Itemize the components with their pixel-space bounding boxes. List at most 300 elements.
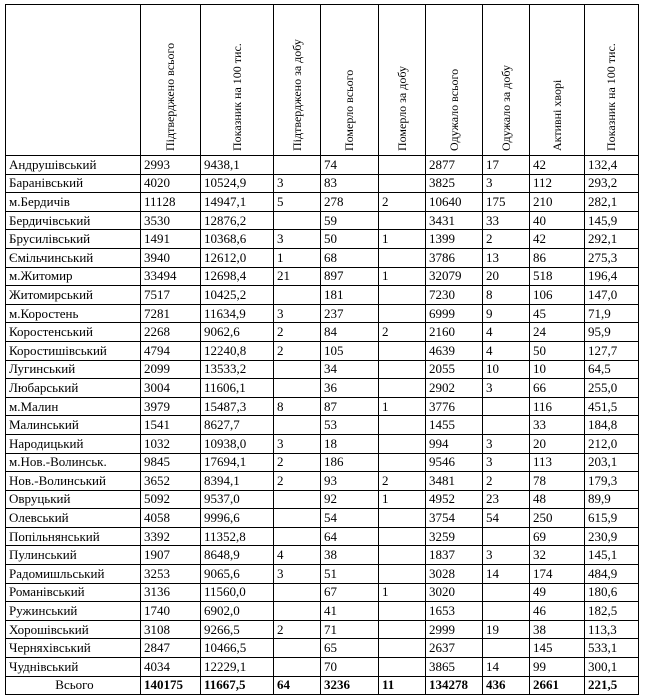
cell-recovered-daily: 14 xyxy=(483,565,530,584)
cell-confirmed-total: 1907 xyxy=(141,546,201,565)
cell-recovered-daily xyxy=(483,639,530,658)
cell-recovered-daily xyxy=(483,583,530,602)
cell-district-name: Хорошівський xyxy=(6,620,141,639)
cell-active-rate-per-100k: 292,1 xyxy=(585,230,639,249)
cell-deaths-total: 54 xyxy=(321,509,379,528)
cell-confirmed-daily: 2 xyxy=(274,453,321,472)
cell-recovered-daily xyxy=(483,602,530,621)
cell-recovered-daily: 2 xyxy=(483,472,530,491)
cell-confirmed-total: 1491 xyxy=(141,230,201,249)
cell-confirmed-total: 140175 xyxy=(141,676,201,695)
cell-active-cases: 32 xyxy=(530,546,585,565)
cell-deaths-total: 237 xyxy=(321,304,379,323)
cell-active-rate-per-100k: 282,1 xyxy=(585,193,639,212)
cell-deaths-daily xyxy=(379,546,426,565)
cell-deaths-total: 278 xyxy=(321,193,379,212)
cell-deaths-total: 68 xyxy=(321,248,379,267)
cell-deaths-total: 67 xyxy=(321,583,379,602)
cell-confirmed-daily xyxy=(274,379,321,398)
cell-active-rate-per-100k: 212,0 xyxy=(585,434,639,453)
cell-active-cases: 33 xyxy=(530,416,585,435)
cell-deaths-total: 3236 xyxy=(321,676,379,695)
cell-active-cases: 20 xyxy=(530,434,585,453)
cell-deaths-total: 64 xyxy=(321,527,379,546)
cell-recovered-daily: 23 xyxy=(483,490,530,509)
cell-recovered-daily xyxy=(483,397,530,416)
table-row xyxy=(6,527,639,546)
cell-deaths-daily xyxy=(379,602,426,621)
cell-deaths-daily: 1 xyxy=(379,490,426,509)
cell-rate-per-100k: 10938,0 xyxy=(201,434,274,453)
cell-active-rate-per-100k: 179,3 xyxy=(585,472,639,491)
cell-rate-per-100k: 11634,9 xyxy=(201,304,274,323)
cell-district-name: Нов.-Волинський xyxy=(6,472,141,491)
cell-district-name: Андрушівський xyxy=(6,156,141,175)
cell-recovered-daily: 3 xyxy=(483,546,530,565)
cell-recovered-total: 1399 xyxy=(426,230,483,249)
cell-deaths-daily xyxy=(379,156,426,175)
cell-confirmed-total: 3136 xyxy=(141,583,201,602)
cell-deaths-daily xyxy=(379,211,426,230)
cell-recovered-total: 3776 xyxy=(426,397,483,416)
cell-active-cases: 99 xyxy=(530,658,585,677)
cell-confirmed-daily xyxy=(274,527,321,546)
cell-confirmed-daily: 64 xyxy=(274,676,321,695)
cell-deaths-total: 105 xyxy=(321,341,379,360)
cell-rate-per-100k: 9996,6 xyxy=(201,509,274,528)
cell-active-rate-per-100k: 147,0 xyxy=(585,286,639,305)
cell-confirmed-total: 4058 xyxy=(141,509,201,528)
cell-district-name: Чуднівський xyxy=(6,658,141,677)
cell-active-rate-per-100k: 184,8 xyxy=(585,416,639,435)
cell-deaths-total: 93 xyxy=(321,472,379,491)
cell-deaths-total: 84 xyxy=(321,323,379,342)
cell-deaths-daily: 11 xyxy=(379,676,426,695)
cell-confirmed-daily xyxy=(274,509,321,528)
cell-deaths-daily xyxy=(379,286,426,305)
cell-deaths-total: 87 xyxy=(321,397,379,416)
cell-recovered-daily: 3 xyxy=(483,174,530,193)
cell-recovered-daily xyxy=(483,416,530,435)
cell-recovered-total: 4639 xyxy=(426,341,483,360)
cell-district-name: Любарський xyxy=(6,379,141,398)
cell-deaths-total: 83 xyxy=(321,174,379,193)
cell-confirmed-total: 11128 xyxy=(141,193,201,212)
cell-recovered-total: 2877 xyxy=(426,156,483,175)
header-confirmed-total xyxy=(141,5,201,156)
table-row xyxy=(6,379,639,398)
cell-active-rate-per-100k: 89,9 xyxy=(585,490,639,509)
cell-active-rate-per-100k: 113,3 xyxy=(585,620,639,639)
cell-active-rate-per-100k: 255,0 xyxy=(585,379,639,398)
header-recovered-total xyxy=(426,5,483,156)
cell-confirmed-total: 1541 xyxy=(141,416,201,435)
table-row xyxy=(6,602,639,621)
cell-active-rate-per-100k: 64,5 xyxy=(585,360,639,379)
table-row xyxy=(6,230,639,249)
cell-recovered-total: 1653 xyxy=(426,602,483,621)
cell-active-rate-per-100k: 293,2 xyxy=(585,174,639,193)
cell-active-rate-per-100k: 533,1 xyxy=(585,639,639,658)
cell-active-cases: 518 xyxy=(530,267,585,286)
cell-deaths-total: 92 xyxy=(321,490,379,509)
cell-deaths-daily xyxy=(379,509,426,528)
cell-district-name: м.Житомир xyxy=(6,267,141,286)
cell-deaths-daily xyxy=(379,639,426,658)
cell-active-cases: 24 xyxy=(530,323,585,342)
cell-deaths-daily: 1 xyxy=(379,583,426,602)
header-deaths-total xyxy=(321,5,379,156)
cell-confirmed-total: 2993 xyxy=(141,156,201,175)
cell-confirmed-daily: 2 xyxy=(274,323,321,342)
cell-recovered-total: 3865 xyxy=(426,658,483,677)
cell-confirmed-daily xyxy=(274,490,321,509)
cell-confirmed-daily: 3 xyxy=(274,304,321,323)
header-label: Померло за добу xyxy=(394,65,409,151)
cell-active-cases: 145 xyxy=(530,639,585,658)
header-confirmed-daily xyxy=(274,5,321,156)
cell-active-cases: 78 xyxy=(530,472,585,491)
cell-confirmed-daily xyxy=(274,360,321,379)
cell-recovered-total: 3259 xyxy=(426,527,483,546)
cell-active-rate-per-100k: 180,6 xyxy=(585,583,639,602)
cell-active-rate-per-100k: 230,9 xyxy=(585,527,639,546)
cell-rate-per-100k: 12698,4 xyxy=(201,267,274,286)
header-label: Показник на 100 тис. xyxy=(604,43,618,151)
cell-recovered-total: 6999 xyxy=(426,304,483,323)
cell-deaths-total: 18 xyxy=(321,434,379,453)
cell-confirmed-total: 3530 xyxy=(141,211,201,230)
table-row xyxy=(6,583,639,602)
cell-recovered-total: 3825 xyxy=(426,174,483,193)
cell-deaths-total: 74 xyxy=(321,156,379,175)
cell-deaths-daily xyxy=(379,360,426,379)
cell-recovered-total: 2160 xyxy=(426,323,483,342)
table-row xyxy=(6,397,639,416)
cell-active-rate-per-100k: 145,9 xyxy=(585,211,639,230)
cell-confirmed-daily: 1 xyxy=(274,248,321,267)
table-row xyxy=(6,360,639,379)
cell-active-cases: 106 xyxy=(530,286,585,305)
cell-confirmed-total: 4020 xyxy=(141,174,201,193)
cell-district-name: м.Бердичів xyxy=(6,193,141,212)
cell-rate-per-100k: 9537,0 xyxy=(201,490,274,509)
cell-recovered-total: 3754 xyxy=(426,509,483,528)
cell-active-cases: 10 xyxy=(530,360,585,379)
cell-active-cases: 2661 xyxy=(530,676,585,695)
cell-district-name: Романівський xyxy=(6,583,141,602)
table-row xyxy=(6,211,639,230)
cell-active-cases: 86 xyxy=(530,248,585,267)
cell-recovered-total: 10640 xyxy=(426,193,483,212)
cell-active-cases: 66 xyxy=(530,379,585,398)
cell-confirmed-daily: 3 xyxy=(274,434,321,453)
cell-active-cases: 112 xyxy=(530,174,585,193)
covid-statistics-table xyxy=(5,4,639,695)
cell-recovered-daily: 54 xyxy=(483,509,530,528)
cell-confirmed-total: 3004 xyxy=(141,379,201,398)
cell-district-name: Черняхівський xyxy=(6,639,141,658)
table-row xyxy=(6,286,639,305)
cell-deaths-total: 186 xyxy=(321,453,379,472)
cell-active-cases: 40 xyxy=(530,211,585,230)
cell-active-rate-per-100k: 275,3 xyxy=(585,248,639,267)
cell-active-cases: 50 xyxy=(530,341,585,360)
cell-rate-per-100k: 17694,1 xyxy=(201,453,274,472)
cell-confirmed-daily: 4 xyxy=(274,546,321,565)
cell-district-name: Лугинський xyxy=(6,360,141,379)
cell-recovered-daily: 4 xyxy=(483,341,530,360)
cell-active-cases: 250 xyxy=(530,509,585,528)
cell-confirmed-total: 2268 xyxy=(141,323,201,342)
cell-deaths-total: 181 xyxy=(321,286,379,305)
cell-active-rate-per-100k: 95,9 xyxy=(585,323,639,342)
cell-recovered-daily: 13 xyxy=(483,248,530,267)
cell-rate-per-100k: 12240,8 xyxy=(201,341,274,360)
cell-confirmed-total: 5092 xyxy=(141,490,201,509)
cell-district-name: Ємільчинський xyxy=(6,248,141,267)
cell-deaths-total: 70 xyxy=(321,658,379,677)
cell-recovered-daily: 14 xyxy=(483,658,530,677)
cell-rate-per-100k: 10368,6 xyxy=(201,230,274,249)
header-active-cases xyxy=(530,5,585,156)
cell-rate-per-100k: 14947,1 xyxy=(201,193,274,212)
header-recovered-daily xyxy=(483,5,530,156)
cell-confirmed-daily: 3 xyxy=(274,230,321,249)
cell-recovered-total: 3786 xyxy=(426,248,483,267)
cell-rate-per-100k: 11667,5 xyxy=(201,676,274,695)
cell-deaths-total: 71 xyxy=(321,620,379,639)
table-row xyxy=(6,193,639,212)
cell-confirmed-daily xyxy=(274,156,321,175)
cell-recovered-total: 3431 xyxy=(426,211,483,230)
table-row xyxy=(6,323,639,342)
header-label: Одужало всього xyxy=(446,68,461,151)
cell-recovered-daily: 3 xyxy=(483,434,530,453)
cell-recovered-daily: 175 xyxy=(483,193,530,212)
cell-recovered-daily: 3 xyxy=(483,379,530,398)
table-row xyxy=(6,453,639,472)
header-label: Показник на 100 тис. xyxy=(229,43,244,151)
cell-active-cases: 46 xyxy=(530,602,585,621)
cell-active-rate-per-100k: 132,4 xyxy=(585,156,639,175)
cell-deaths-total: 34 xyxy=(321,360,379,379)
cell-confirmed-total: 3979 xyxy=(141,397,201,416)
cell-active-rate-per-100k: 615,9 xyxy=(585,509,639,528)
table-row xyxy=(6,658,639,677)
cell-rate-per-100k: 15487,3 xyxy=(201,397,274,416)
cell-confirmed-daily xyxy=(274,602,321,621)
cell-recovered-daily: 2 xyxy=(483,230,530,249)
cell-recovered-total: 3481 xyxy=(426,472,483,491)
cell-recovered-total: 2999 xyxy=(426,620,483,639)
cell-active-cases: 48 xyxy=(530,490,585,509)
cell-active-cases: 210 xyxy=(530,193,585,212)
cell-rate-per-100k: 9065,6 xyxy=(201,565,274,584)
cell-recovered-total: 994 xyxy=(426,434,483,453)
cell-active-rate-per-100k: 203,1 xyxy=(585,453,639,472)
cell-deaths-total: 50 xyxy=(321,230,379,249)
cell-recovered-daily: 20 xyxy=(483,267,530,286)
cell-confirmed-daily xyxy=(274,583,321,602)
cell-deaths-daily: 1 xyxy=(379,267,426,286)
cell-deaths-daily: 2 xyxy=(379,323,426,342)
cell-active-rate-per-100k: 300,1 xyxy=(585,658,639,677)
cell-district-name: Овруцький xyxy=(6,490,141,509)
cell-active-rate-per-100k: 196,4 xyxy=(585,267,639,286)
cell-deaths-daily xyxy=(379,248,426,267)
cell-active-cases: 113 xyxy=(530,453,585,472)
cell-district-name: Коростенський xyxy=(6,323,141,342)
cell-rate-per-100k: 13533,2 xyxy=(201,360,274,379)
cell-active-rate-per-100k: 451,5 xyxy=(585,397,639,416)
cell-deaths-total: 59 xyxy=(321,211,379,230)
cell-deaths-total: 897 xyxy=(321,267,379,286)
cell-confirmed-daily xyxy=(274,639,321,658)
cell-deaths-daily xyxy=(379,620,426,639)
cell-deaths-daily xyxy=(379,527,426,546)
cell-district-name: Коростишівський xyxy=(6,341,141,360)
cell-district-name: Пулинський xyxy=(6,546,141,565)
cell-active-rate-per-100k: 127,7 xyxy=(585,341,639,360)
cell-confirmed-daily: 2 xyxy=(274,341,321,360)
cell-rate-per-100k: 8648,9 xyxy=(201,546,274,565)
cell-district-name: Баранівський xyxy=(6,174,141,193)
cell-deaths-daily xyxy=(379,341,426,360)
table-row xyxy=(6,267,639,286)
cell-confirmed-total: 2847 xyxy=(141,639,201,658)
cell-deaths-daily xyxy=(379,565,426,584)
table-row xyxy=(6,174,639,193)
table-row xyxy=(6,304,639,323)
cell-recovered-daily: 4 xyxy=(483,323,530,342)
cell-recovered-total: 1455 xyxy=(426,416,483,435)
table-row xyxy=(6,620,639,639)
cell-confirmed-total: 3108 xyxy=(141,620,201,639)
cell-recovered-daily: 3 xyxy=(483,453,530,472)
cell-district-name: Малинський xyxy=(6,416,141,435)
cell-active-cases: 116 xyxy=(530,397,585,416)
cell-confirmed-total: 1740 xyxy=(141,602,201,621)
cell-rate-per-100k: 11352,8 xyxy=(201,527,274,546)
cell-confirmed-daily xyxy=(274,416,321,435)
cell-deaths-daily xyxy=(379,416,426,435)
cell-active-cases: 174 xyxy=(530,565,585,584)
cell-confirmed-daily xyxy=(274,286,321,305)
cell-district-name: Народицький xyxy=(6,434,141,453)
header-label: Померло всього xyxy=(342,69,356,151)
cell-rate-per-100k: 12612,0 xyxy=(201,248,274,267)
cell-rate-per-100k: 12229,1 xyxy=(201,658,274,677)
cell-active-cases: 42 xyxy=(530,156,585,175)
cell-active-cases: 45 xyxy=(530,304,585,323)
cell-rate-per-100k: 9266,5 xyxy=(201,620,274,639)
cell-deaths-daily: 1 xyxy=(379,397,426,416)
cell-district-name: Всього xyxy=(6,676,141,695)
cell-confirmed-daily: 21 xyxy=(274,267,321,286)
cell-active-rate-per-100k: 221,5 xyxy=(585,676,639,695)
cell-recovered-total: 1837 xyxy=(426,546,483,565)
table-row xyxy=(6,341,639,360)
table-header xyxy=(6,5,639,156)
cell-recovered-daily: 19 xyxy=(483,620,530,639)
cell-confirmed-total: 2099 xyxy=(141,360,201,379)
cell-rate-per-100k: 8394,1 xyxy=(201,472,274,491)
cell-deaths-daily xyxy=(379,453,426,472)
cell-active-rate-per-100k: 145,1 xyxy=(585,546,639,565)
cell-deaths-total: 38 xyxy=(321,546,379,565)
cell-recovered-daily: 33 xyxy=(483,211,530,230)
cell-recovered-total: 32079 xyxy=(426,267,483,286)
table-row xyxy=(6,156,639,175)
header-row xyxy=(6,5,639,156)
cell-rate-per-100k: 11560,0 xyxy=(201,583,274,602)
cell-confirmed-total: 3940 xyxy=(141,248,201,267)
table-row xyxy=(6,639,639,658)
header-active-rate-per-100k xyxy=(585,5,639,156)
header-label: Одужало за добу xyxy=(498,65,513,151)
cell-confirmed-total: 4794 xyxy=(141,341,201,360)
cell-confirmed-daily: 8 xyxy=(274,397,321,416)
table-row xyxy=(6,416,639,435)
cell-deaths-daily: 2 xyxy=(379,193,426,212)
table-body xyxy=(6,156,639,695)
cell-recovered-total: 9546 xyxy=(426,453,483,472)
cell-recovered-total: 3020 xyxy=(426,583,483,602)
table-row xyxy=(6,434,639,453)
cell-active-cases: 38 xyxy=(530,620,585,639)
table-row xyxy=(6,472,639,491)
cell-confirmed-total: 3392 xyxy=(141,527,201,546)
cell-recovered-daily: 9 xyxy=(483,304,530,323)
cell-district-name: м.Малин xyxy=(6,397,141,416)
cell-active-cases: 69 xyxy=(530,527,585,546)
cell-district-name: Попільнянський xyxy=(6,527,141,546)
total-row xyxy=(6,676,639,695)
cell-confirmed-total: 4034 xyxy=(141,658,201,677)
table-row xyxy=(6,248,639,267)
cell-rate-per-100k: 10425,2 xyxy=(201,286,274,305)
cell-confirmed-daily: 3 xyxy=(274,174,321,193)
cell-recovered-total: 3028 xyxy=(426,565,483,584)
cell-recovered-daily: 17 xyxy=(483,156,530,175)
cell-rate-per-100k: 6902,0 xyxy=(201,602,274,621)
cell-district-name: Ружинський xyxy=(6,602,141,621)
cell-rate-per-100k: 11606,1 xyxy=(201,379,274,398)
cell-district-name: Житомирський xyxy=(6,286,141,305)
cell-recovered-total: 2902 xyxy=(426,379,483,398)
cell-district-name: Бердичівський xyxy=(6,211,141,230)
cell-deaths-daily xyxy=(379,658,426,677)
cell-district-name: м.Нов.-Волинськ. xyxy=(6,453,141,472)
cell-deaths-daily xyxy=(379,379,426,398)
cell-rate-per-100k: 8627,7 xyxy=(201,416,274,435)
cell-rate-per-100k: 12876,2 xyxy=(201,211,274,230)
cell-deaths-total: 36 xyxy=(321,379,379,398)
cell-deaths-total: 51 xyxy=(321,565,379,584)
cell-recovered-daily xyxy=(483,527,530,546)
table-row xyxy=(6,546,639,565)
header-deaths-daily xyxy=(379,5,426,156)
cell-deaths-total: 65 xyxy=(321,639,379,658)
cell-deaths-total: 53 xyxy=(321,416,379,435)
cell-confirmed-total: 7281 xyxy=(141,304,201,323)
cell-deaths-daily xyxy=(379,174,426,193)
cell-recovered-total: 2055 xyxy=(426,360,483,379)
cell-confirmed-daily xyxy=(274,211,321,230)
cell-deaths-total: 41 xyxy=(321,602,379,621)
cell-rate-per-100k: 9438,1 xyxy=(201,156,274,175)
